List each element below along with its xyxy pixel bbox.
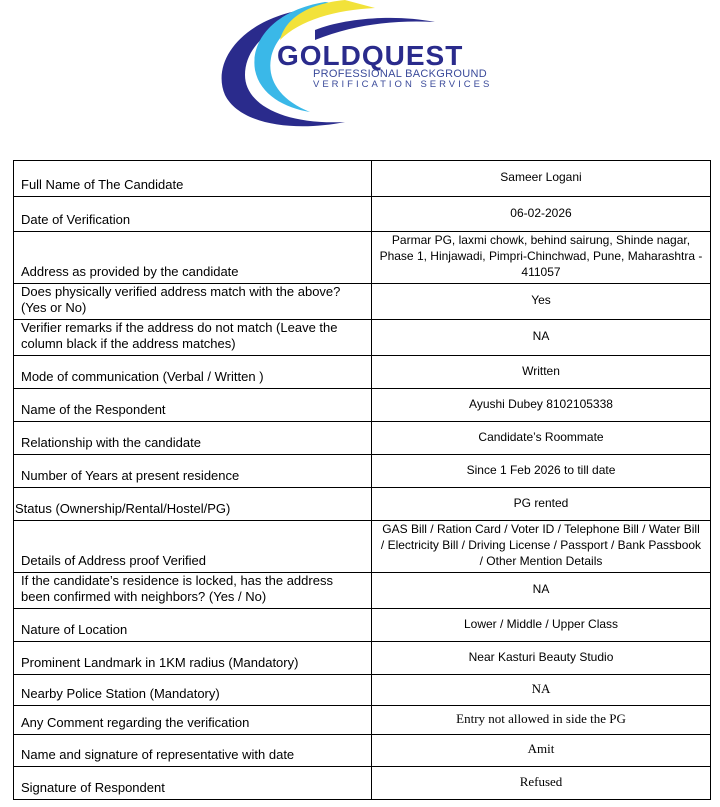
row-value: Parmar PG, laxmi chowk, behind sairung, Shinde nagar, Phase 1, Hinjawadi, Pimpri-Chinchwad, Pune, Maharashtra - 411057	[372, 232, 711, 284]
row-value: Amit	[372, 735, 711, 767]
row-value: Sameer Logani	[372, 161, 711, 197]
row-value: Refused	[372, 767, 711, 800]
row-value: Since 1 Feb 2026 to till date	[372, 455, 711, 488]
brand-tagline-2: VERIFICATION SERVICES	[313, 79, 493, 90]
row-value: Written	[372, 356, 711, 389]
row-label: Number of Years at present residence	[14, 455, 372, 488]
table-row	[14, 161, 711, 197]
row-label: Nature of Location	[14, 609, 372, 642]
row-value: NA	[372, 675, 711, 706]
brand-tagline-1: PROFESSIONAL BACKGROUND	[313, 68, 487, 80]
row-label: Prominent Landmark in 1KM radius (Mandatory)	[14, 642, 372, 675]
row-label: Does physically verified address match with the above? (Yes or No)	[14, 284, 372, 320]
row-value: 06-02-2026	[372, 197, 711, 232]
row-value: Candidate’s Roommate	[372, 422, 711, 455]
table-row	[14, 320, 711, 356]
brand-name: GOLDQUEST	[277, 40, 464, 71]
table-row	[14, 642, 711, 675]
table-row	[14, 232, 711, 284]
table-row	[14, 767, 711, 800]
row-value: Yes	[372, 284, 711, 320]
row-label: Nearby Police Station (Mandatory)	[14, 675, 372, 706]
row-label: Relationship with the candidate	[14, 422, 372, 455]
row-value: Ayushi Dubey 8102105338	[372, 389, 711, 422]
table-row	[14, 735, 711, 767]
verification-table	[13, 160, 711, 800]
table-row	[14, 455, 711, 488]
row-value: Lower / Middle / Upper Class	[372, 609, 711, 642]
table-row	[14, 609, 711, 642]
row-label: Date of Verification	[14, 197, 372, 232]
row-value: NA	[372, 573, 711, 609]
row-value: GAS Bill / Ration Card / Voter ID / Telephone Bill / Water Bill / Electricity Bill / Driving License / Passport / Bank Passbook / Other Mention Details	[372, 521, 711, 573]
row-label: Name of the Respondent	[14, 389, 372, 422]
row-label: Address as provided by the candidate	[14, 232, 372, 284]
goldquest-logo	[205, 0, 525, 135]
table-row	[14, 422, 711, 455]
row-label: Verifier remarks if the address do not match (Leave the column black if the address matches)	[14, 320, 372, 356]
table-row	[14, 521, 711, 573]
row-label: Details of Address proof Verified	[14, 521, 372, 573]
table-row	[14, 284, 711, 320]
row-value: PG rented	[372, 488, 711, 521]
row-label: If the candidate’s residence is locked, has the address been confirmed with neighbors? (Yes / No)	[14, 573, 372, 609]
table-row	[14, 197, 711, 232]
table-row	[14, 706, 711, 735]
table-row	[14, 488, 711, 521]
row-label: Status (Ownership/Rental/Hostel/PG)	[14, 488, 372, 521]
row-label: Any Comment regarding the verification	[14, 706, 372, 735]
table-row	[14, 389, 711, 422]
row-value: Near Kasturi Beauty Studio	[372, 642, 711, 675]
row-label: Mode of communication (Verbal / Written )	[14, 356, 372, 389]
row-label: Full Name of The Candidate	[14, 161, 372, 197]
row-value: NA	[372, 320, 711, 356]
table-row	[14, 356, 711, 389]
table-row	[14, 675, 711, 706]
row-label: Signature of Respondent	[14, 767, 372, 800]
table-row	[14, 573, 711, 609]
row-value: Entry not allowed in side the PG	[372, 706, 711, 735]
row-label: Name and signature of representative with date	[14, 735, 372, 767]
